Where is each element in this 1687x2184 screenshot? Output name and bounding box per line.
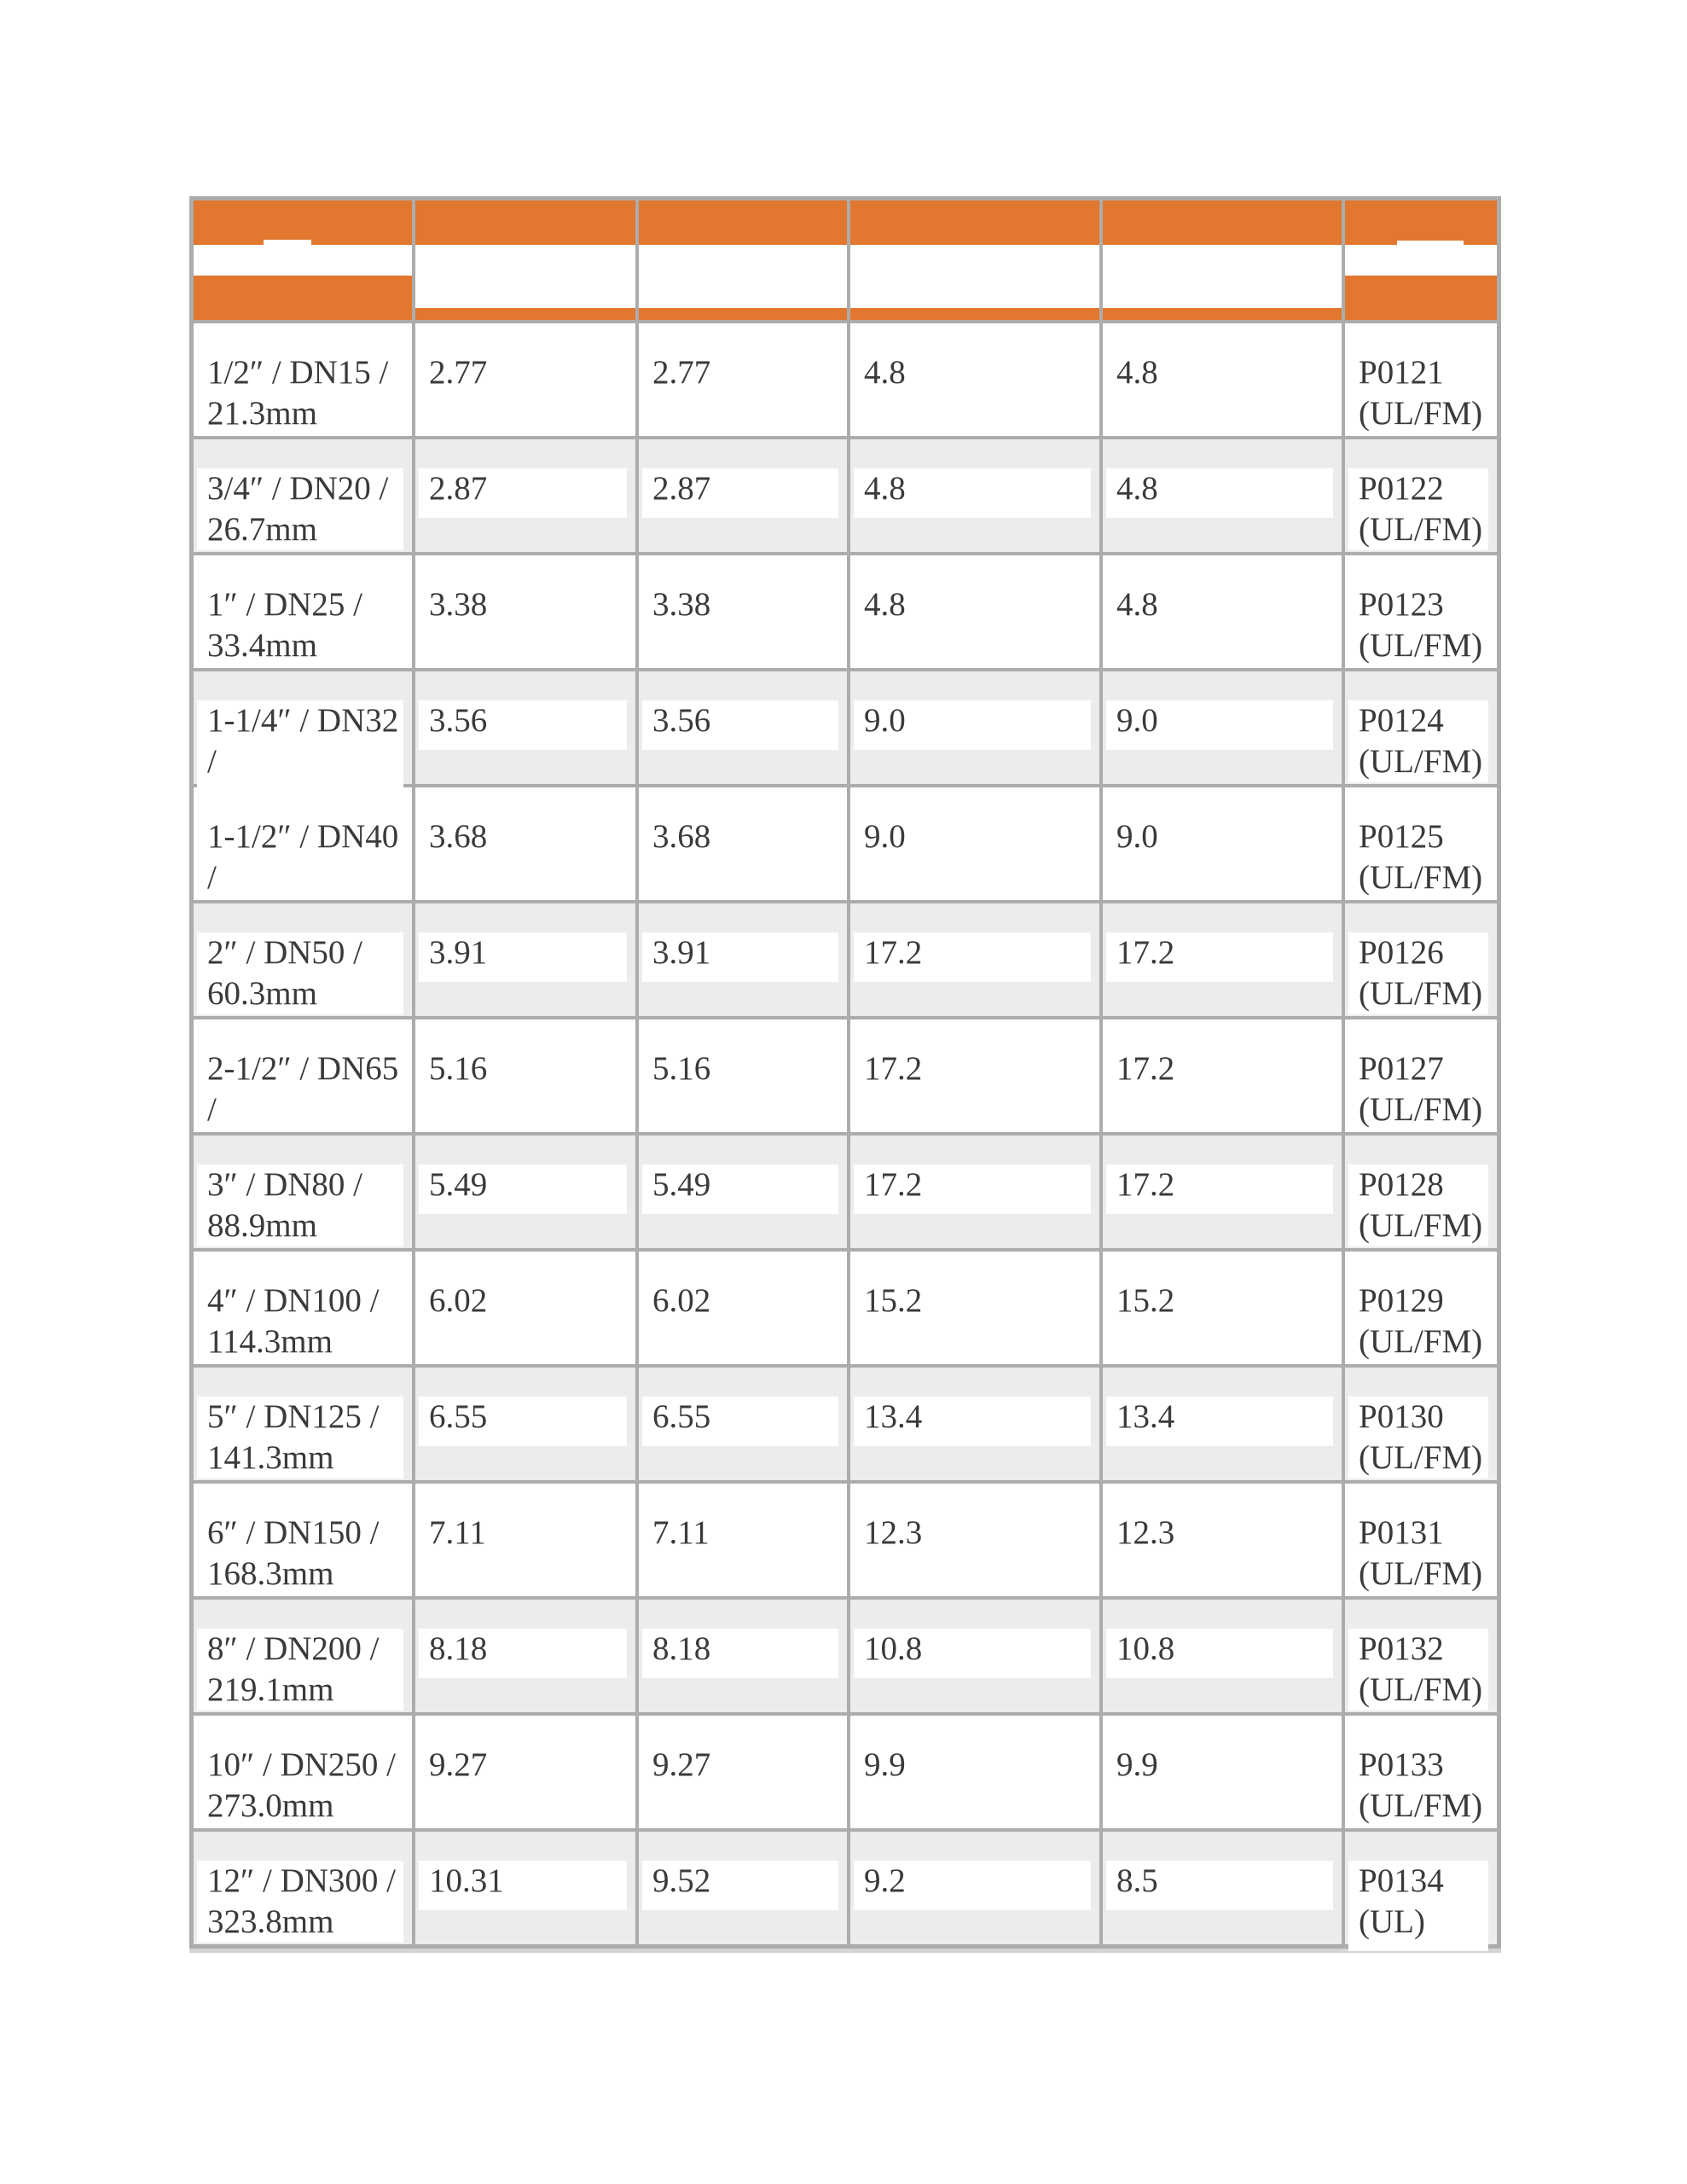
part-number-cell	[1345, 903, 1497, 1016]
value-cell	[850, 903, 1099, 1016]
size-text: 10″ / DN250 / 273.0mm	[207, 1746, 396, 1824]
value-cell	[415, 439, 635, 552]
value-text: 8.5	[1106, 1861, 1333, 1910]
size-text: 3″ / DN80 / 88.9mm	[197, 1165, 403, 1246]
value-cell	[1103, 671, 1342, 784]
value-text: 5.49	[642, 1165, 838, 1214]
value-text: 12.3	[1116, 1514, 1175, 1551]
value-cell	[1103, 1136, 1342, 1248]
value-cell	[850, 1716, 1099, 1828]
value-cell	[415, 787, 635, 900]
value-cell	[1103, 439, 1342, 552]
value-text: 3.68	[429, 818, 488, 855]
part-number-cell	[1345, 323, 1497, 436]
value-cell	[415, 1252, 635, 1364]
part-number-cell	[1345, 1832, 1497, 1944]
size-text: 4″ / DN100 / 114.3mm	[207, 1282, 380, 1360]
value-cell	[415, 323, 635, 436]
value-text: 13.4	[1106, 1397, 1333, 1446]
value-text: 8.18	[642, 1629, 838, 1678]
part-number-cell	[1345, 1019, 1497, 1132]
header-cell-2	[415, 200, 635, 320]
part-number-cell	[1345, 1252, 1497, 1364]
value-text: 9.2	[854, 1861, 1091, 1910]
value-cell	[639, 323, 847, 436]
value-text: 7.11	[429, 1514, 486, 1551]
value-cell	[639, 903, 847, 1016]
value-cell	[850, 787, 1099, 900]
size-text: 1″ / DN25 / 33.4mm	[207, 586, 362, 664]
value-text: 9.0	[1116, 818, 1158, 855]
value-cell	[639, 1136, 847, 1248]
header-cell-4	[850, 200, 1099, 320]
value-cell	[639, 1484, 847, 1596]
value-text: 15.2	[1116, 1282, 1175, 1319]
part-number-cell	[1345, 671, 1497, 784]
value-text: 7.11	[652, 1514, 710, 1551]
part-number-text: P0125 (UL/FM)	[1359, 818, 1483, 896]
value-text: 9.27	[652, 1746, 711, 1783]
value-cell	[850, 1136, 1099, 1248]
value-text: 4.8	[1106, 468, 1333, 518]
part-number-cell	[1345, 787, 1497, 900]
size-cell	[194, 1716, 412, 1828]
value-text: 9.0	[854, 700, 1091, 750]
size-text: 5″ / DN125 / 141.3mm	[197, 1397, 403, 1478]
part-number-text: P0130 (UL/FM)	[1348, 1397, 1488, 1478]
value-cell	[639, 1368, 847, 1480]
part-number-text: P0128 (UL/FM)	[1348, 1165, 1488, 1246]
header-cell-1	[194, 200, 412, 320]
value-cell	[415, 555, 635, 668]
value-text: 9.0	[1106, 700, 1333, 750]
size-text: 8″ / DN200 / 219.1mm	[197, 1629, 403, 1711]
value-cell	[850, 1484, 1099, 1596]
size-cell	[194, 1252, 412, 1364]
value-text: 5.16	[429, 1050, 488, 1087]
value-cell	[639, 1252, 847, 1364]
size-cell	[194, 439, 412, 552]
size-cell	[194, 1484, 412, 1596]
value-cell	[1103, 1484, 1342, 1596]
size-text: 3/4″ / DN20 / 26.7mm	[197, 468, 403, 550]
size-cell	[194, 1600, 412, 1712]
value-text: 5.49	[419, 1165, 627, 1214]
value-cell	[1103, 1716, 1342, 1828]
size-cell	[194, 671, 412, 784]
value-cell	[639, 555, 847, 668]
size-text: 1-1/4″ / DN32 /	[197, 700, 403, 823]
value-cell	[850, 323, 1099, 436]
value-text: 10.8	[854, 1629, 1091, 1678]
value-cell	[415, 1368, 635, 1480]
value-cell	[639, 787, 847, 900]
value-text: 3.68	[652, 818, 711, 855]
value-cell	[1103, 555, 1342, 668]
value-text: 9.52	[642, 1861, 838, 1910]
value-text: 3.91	[419, 932, 627, 982]
header-cell-3	[639, 200, 847, 320]
value-cell	[415, 1484, 635, 1596]
value-text: 3.38	[652, 586, 711, 623]
size-text: 12″ / DN300 / 323.8mm	[197, 1861, 403, 1943]
header-redaction-notch	[264, 240, 311, 247]
pipe-dimensions-table	[189, 196, 1501, 1949]
value-text: 9.9	[864, 1746, 906, 1783]
value-cell	[639, 1019, 847, 1132]
value-cell	[1103, 903, 1342, 1016]
size-text: 2″ / DN50 / 60.3mm	[197, 932, 403, 1014]
value-cell	[1103, 1832, 1342, 1944]
size-text: 1/2″ / DN15 / 21.3mm	[207, 354, 389, 432]
value-cell	[639, 1600, 847, 1712]
value-cell	[1103, 1019, 1342, 1132]
size-cell	[194, 1019, 412, 1132]
header-redaction-block	[194, 245, 412, 276]
value-cell	[1103, 787, 1342, 900]
value-text: 2.77	[429, 354, 488, 391]
part-number-text: P0126 (UL/FM)	[1348, 932, 1488, 1014]
header-cell-5	[1103, 200, 1342, 320]
value-cell	[639, 1832, 847, 1944]
value-cell	[850, 439, 1099, 552]
part-number-text: P0122 (UL/FM)	[1348, 468, 1488, 550]
size-cell	[194, 555, 412, 668]
header-redaction-block	[1103, 245, 1342, 308]
value-text: 13.4	[854, 1397, 1091, 1446]
part-number-cell	[1345, 1600, 1497, 1712]
value-text: 17.2	[854, 932, 1091, 982]
value-text: 10.8	[1106, 1629, 1333, 1678]
value-cell	[1103, 1252, 1342, 1364]
part-number-text: P0124 (UL/FM)	[1348, 700, 1488, 782]
value-cell	[415, 1716, 635, 1828]
value-cell	[415, 1600, 635, 1712]
value-text: 17.2	[854, 1165, 1091, 1214]
size-cell	[194, 903, 412, 1016]
part-number-text: P0134 (UL)	[1348, 1861, 1488, 1951]
size-cell	[194, 787, 412, 900]
value-text: 6.02	[652, 1282, 711, 1319]
value-cell	[639, 439, 847, 552]
size-text: 2-1/2″ / DN65 /	[207, 1050, 399, 1128]
value-text: 2.87	[419, 468, 627, 518]
header-redaction-block	[415, 245, 635, 308]
value-text: 3.56	[419, 700, 627, 750]
part-number-text: P0132 (UL/FM)	[1348, 1629, 1488, 1711]
size-text: 1-1/2″ / DN40 /	[207, 818, 399, 896]
value-text: 17.2	[1116, 1050, 1175, 1087]
value-cell	[415, 1832, 635, 1944]
value-text: 17.2	[1106, 1165, 1333, 1214]
header-cell-6	[1345, 200, 1497, 320]
value-cell	[415, 1019, 635, 1132]
value-text: 3.56	[642, 700, 838, 750]
value-text: 4.8	[864, 586, 906, 623]
value-text: 3.91	[642, 932, 838, 982]
value-text: 4.8	[864, 354, 906, 391]
value-cell	[415, 1136, 635, 1248]
value-cell	[415, 903, 635, 1016]
value-text: 2.77	[652, 354, 711, 391]
value-text: 4.8	[854, 468, 1091, 518]
value-text: 6.55	[642, 1397, 838, 1446]
value-cell	[850, 1252, 1099, 1364]
value-text: 15.2	[864, 1282, 923, 1319]
value-text: 8.18	[419, 1629, 627, 1678]
value-text: 6.55	[419, 1397, 627, 1446]
value-cell	[850, 1368, 1099, 1480]
value-text: 3.38	[429, 586, 488, 623]
value-cell	[1103, 1600, 1342, 1712]
part-number-text: P0127 (UL/FM)	[1359, 1050, 1483, 1128]
header-redaction-block	[1345, 245, 1497, 276]
value-text: 12.3	[864, 1514, 923, 1551]
value-text: 9.9	[1116, 1746, 1158, 1783]
header-redaction-notch	[1397, 241, 1464, 248]
value-text: 10.31	[419, 1861, 627, 1910]
header-redaction-block	[850, 245, 1099, 308]
part-number-cell	[1345, 1368, 1497, 1480]
value-cell	[639, 671, 847, 784]
part-number-cell	[1345, 439, 1497, 552]
part-number-text: P0133 (UL/FM)	[1359, 1746, 1483, 1824]
value-cell	[850, 1832, 1099, 1944]
part-number-cell	[1345, 1484, 1497, 1596]
value-text: 9.27	[429, 1746, 488, 1783]
value-text: 2.87	[642, 468, 838, 518]
value-text: 4.8	[1116, 586, 1158, 623]
size-cell	[194, 1368, 412, 1480]
value-text: 4.8	[1116, 354, 1158, 391]
size-cell	[194, 323, 412, 436]
value-text: 17.2	[1106, 932, 1333, 982]
value-text: 6.02	[429, 1282, 488, 1319]
part-number-text: P0123 (UL/FM)	[1359, 586, 1483, 664]
part-number-cell	[1345, 1136, 1497, 1248]
size-text: 6″ / DN150 / 168.3mm	[207, 1514, 380, 1592]
part-number-cell	[1345, 555, 1497, 668]
value-cell	[1103, 1368, 1342, 1480]
value-cell	[415, 671, 635, 784]
value-cell	[850, 1600, 1099, 1712]
value-text: 17.2	[864, 1050, 923, 1087]
value-cell	[850, 671, 1099, 784]
part-number-text: P0131 (UL/FM)	[1359, 1514, 1483, 1592]
value-text: 5.16	[652, 1050, 711, 1087]
part-number-cell	[1345, 1716, 1497, 1828]
value-cell	[850, 1019, 1099, 1132]
size-cell	[194, 1832, 412, 1944]
size-cell	[194, 1136, 412, 1248]
value-text: 9.0	[864, 818, 906, 855]
value-cell	[850, 555, 1099, 668]
header-redaction-block	[639, 245, 847, 308]
value-cell	[639, 1716, 847, 1828]
value-cell	[1103, 323, 1342, 436]
part-number-text: P0129 (UL/FM)	[1359, 1282, 1483, 1360]
part-number-text: P0121 (UL/FM)	[1359, 354, 1483, 432]
